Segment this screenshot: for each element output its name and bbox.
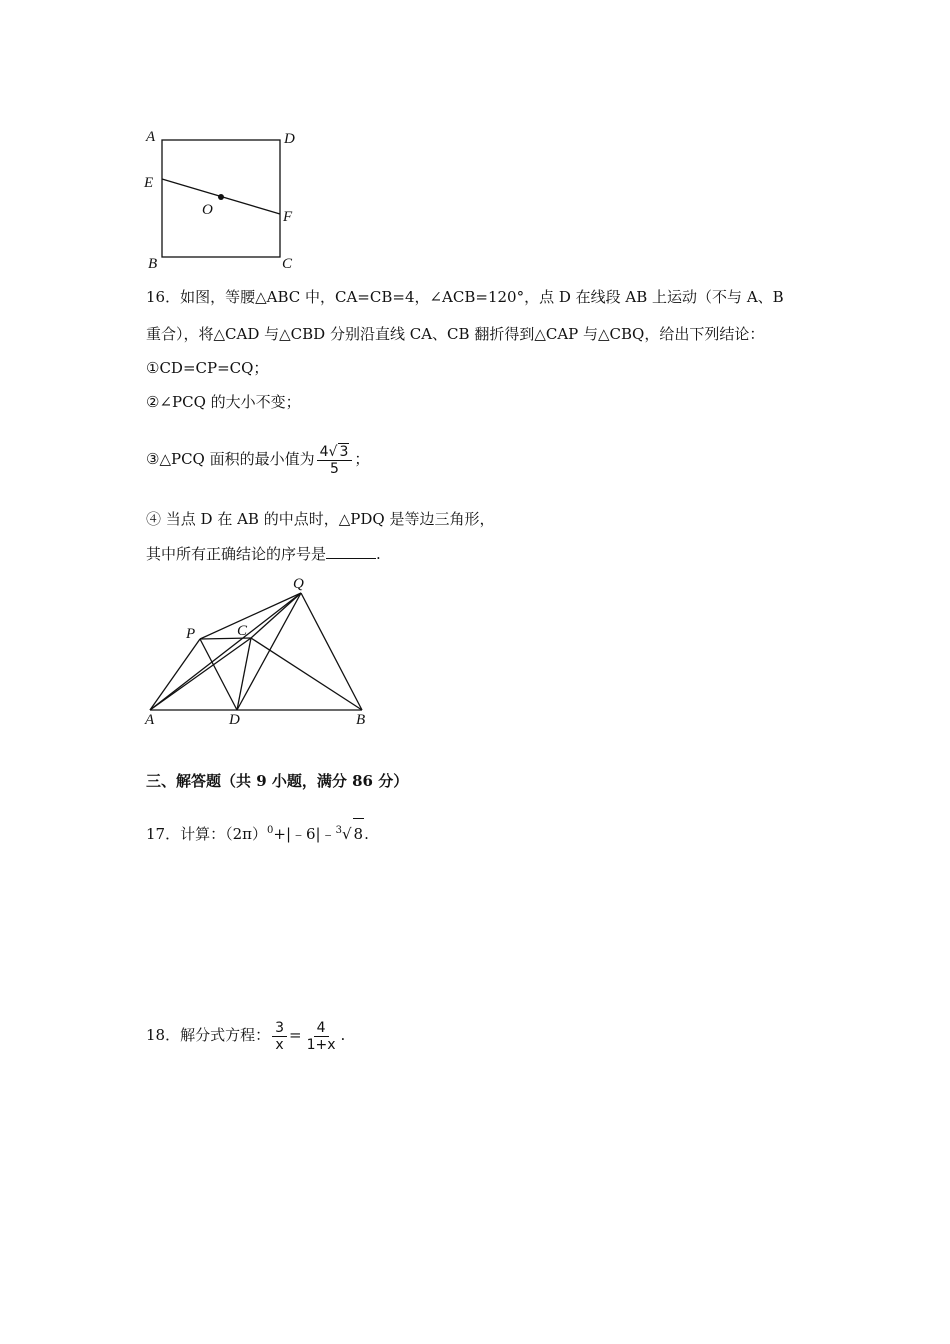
segment-ac	[150, 638, 251, 710]
label-a: A	[145, 712, 155, 728]
segment-aq	[150, 593, 301, 710]
q16-c3-text: ③△PCQ 面积的最小值为	[146, 450, 315, 468]
square-figure	[140, 125, 310, 275]
fraction-left: $\frac{3}{x}$	[272, 1020, 287, 1053]
segment-ap	[150, 639, 200, 710]
q16-line2: 重合），将△CAD 与△CBD 分别沿直线 CA、CB 翻折得到△CAP 与△CBQ，给出下列结论：	[146, 325, 765, 343]
label-p: P	[186, 626, 196, 642]
label-a: A	[146, 129, 156, 145]
label-e: E	[144, 175, 154, 191]
label-o: O	[202, 202, 213, 218]
q16-ask: 其中所有正确结论的序号是 .	[146, 545, 381, 563]
fraction-numerator: 4√ 3	[317, 443, 353, 461]
triangle-figure	[140, 572, 380, 732]
fraction-4sqrt3-over-5	[317, 443, 353, 477]
segment-cq	[251, 593, 301, 638]
section-title: 三、解答题（共 9 小题，满分 86 分）	[146, 772, 409, 790]
label-f: F	[283, 209, 293, 225]
segment-cd	[237, 638, 251, 710]
q16-conclusion-2: ②∠PCQ 的大小不变；	[146, 393, 301, 411]
q16-conclusion-4: ④ 当点 D 在 AB 的中点时，△PDQ 是等边三角形，	[146, 510, 495, 528]
segment-pd	[200, 639, 237, 710]
segment-dq	[237, 593, 301, 710]
point-o	[218, 194, 224, 200]
q18-line: 18．解分式方程： $\frac{3}{x}$ = $\frac{4}{1+x}$ .	[146, 1019, 346, 1053]
label-b: B	[356, 712, 366, 728]
label-d: D	[284, 131, 295, 147]
label-d: D	[229, 712, 240, 728]
label-c: C	[282, 256, 293, 272]
label-q: Q	[293, 576, 304, 592]
label-c: C	[237, 623, 248, 639]
label-b: B	[148, 256, 158, 272]
exponent: 0	[267, 825, 274, 836]
q16-conclusion-3: ③△PCQ 面积的最小值为 $\frac{4√ 3}{5}$ ；	[146, 444, 370, 477]
fraction-right: $\frac{4}{1+x}$	[306, 1019, 336, 1053]
q16-line1: 16．如图，等腰△ABC 中，CA=CB=4，∠ACB=120°，点 D 在线段 AB 上运动（不与 A、B	[146, 288, 784, 306]
segment-cb	[251, 638, 362, 710]
q16-conclusion-1: ①CD=CP=CQ；	[146, 359, 269, 377]
q17-line: 17．计算：$(2\pi)^0+|﹣6|﹣^3√$ 8.	[146, 816, 369, 849]
radicand: 8	[353, 818, 365, 849]
fraction-denominator: 5	[330, 461, 339, 477]
answer-blank[interactable]	[326, 544, 376, 559]
segment-qb	[301, 593, 362, 710]
root-index: 3	[335, 825, 342, 836]
